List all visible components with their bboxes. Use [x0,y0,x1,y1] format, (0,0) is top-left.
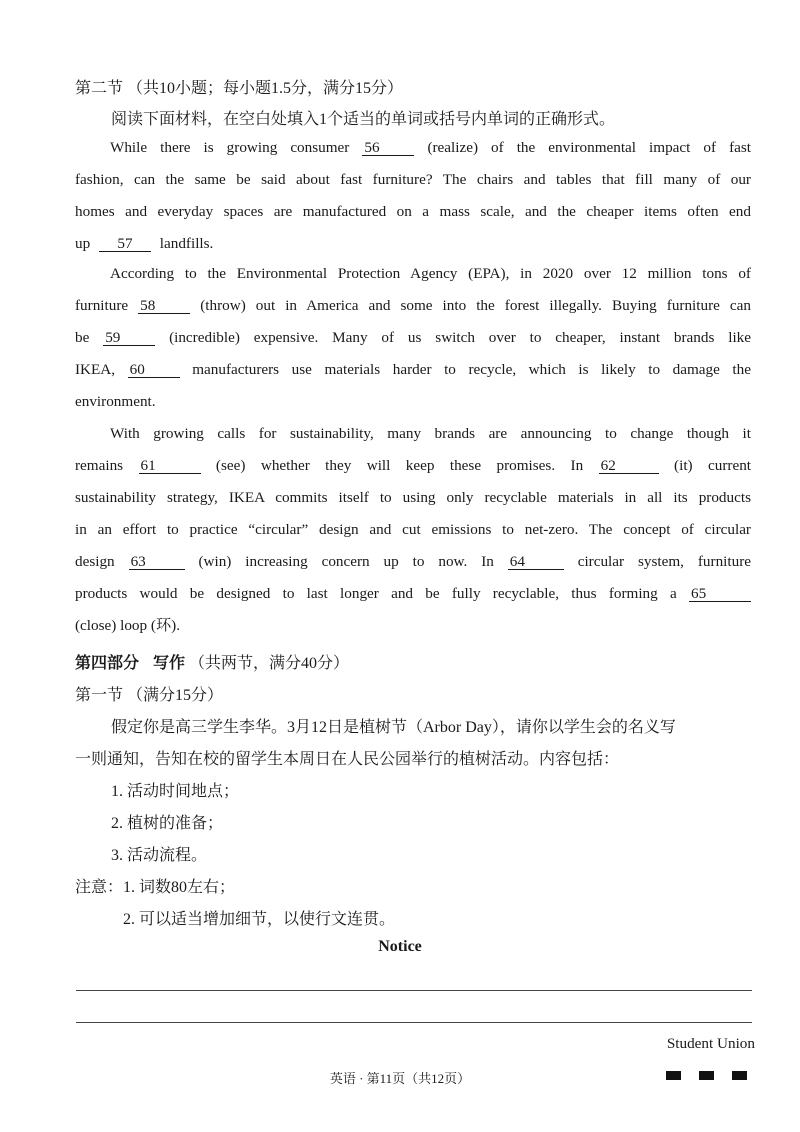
section2-heading: 第二节 （共10小题；每小题1.5分，满分15分） [75,80,404,97]
answer-line[interactable] [76,1022,752,1023]
p3-line5: design 63 (win) increasing concern up to now. In 64 circular system, furniture [75,553,752,570]
footer-mark [732,1071,747,1080]
p3-line6: products would be designed to last longer and be fully recyclable, thus forming a 65 [75,586,751,602]
blank-59[interactable]: 59 [103,330,155,346]
p3-line3: sustainability strategy, IKEA commits itself to using only recyclable materials in all its products [75,489,751,506]
blank-56[interactable]: 56 [362,140,414,156]
p3-line1: With growing calls for sustainability, many brands are announcing to change though it [110,425,751,442]
content-item: 3. 活动流程。 [111,847,208,864]
blank-58[interactable]: 58 [138,298,190,314]
p3-line4: in an effort to practice “circular” design and cut emissions to net-zero. The concept of circular [75,521,751,538]
p1-line4: up 57 landfills. [75,235,214,252]
content-item: 2. 植树的准备； [111,815,224,832]
part4-heading: 第四部分 写作 （共两节，满分40分） [75,655,350,672]
p3-line2: remains 61 (see) whether they will keep these promises. In 62 (it) current [75,457,752,474]
answer-line[interactable] [76,990,752,991]
blank-64[interactable]: 64 [508,554,564,570]
p2-line5: environment. [75,393,156,410]
p2-line4: IKEA, 60 manufacturers use materials harder to recycle, which is likely to damage the [75,361,751,378]
p1-line2: fashion, can the same be said about fast furniture? The chairs and tables that fill many of our [75,171,751,188]
blank-61[interactable]: 61 [139,458,201,474]
p2-line3: be 59 (incredible) expensive. Many of us switch over to cheaper, instant brands like [75,329,752,346]
footer-mark [666,1071,681,1080]
content-item: 1. 活动时间地点； [111,783,240,800]
signature: Student Union [666,1035,755,1052]
prompt-line2: 一则通知，告知在校的留学生本周日在人民公园举行的植树活动。内容包括： [75,751,620,768]
blank-65[interactable]: 65 [689,586,751,602]
note-item: 2. 可以适当增加细节，以使行文连贯。 [123,911,396,928]
blank-57[interactable]: 57 [99,236,151,252]
page-footer: 英语 · 第11页（共12页） [329,1071,471,1086]
blank-60[interactable]: 60 [128,362,180,378]
p1-line3: homes and everyday spaces are manufactured on a mass scale, and the cheaper items often end [75,203,751,220]
prompt-line1: 假定你是高三学生李华。3月12日是植树节（Arbor Day），请你以学生会的名义写 [111,719,676,736]
p1-line1: While there is growing consumer 56 (realize) of the environmental impact of fast [110,139,752,156]
section2-instruction: 阅读下面材料，在空白处填入1个适当的单词或括号内单词的正确形式。 [111,111,616,128]
p3-line7: (close) loop (环). [75,617,181,634]
p2-line1: According to the Environmental Protection Agency (EPA), in 2020 over 12 million tons of [110,265,751,282]
section1-heading: 第一节 （满分15分） [75,687,224,704]
notice-title: Notice [378,938,422,955]
blank-62[interactable]: 62 [599,458,659,474]
blank-63[interactable]: 63 [129,554,185,570]
notes: 注意：1. 词数80左右； [75,879,236,896]
footer-mark [699,1071,714,1080]
p2-line2: furniture 58 (throw) out in America and some into the forest illegally. Buying furniture can [75,297,751,314]
